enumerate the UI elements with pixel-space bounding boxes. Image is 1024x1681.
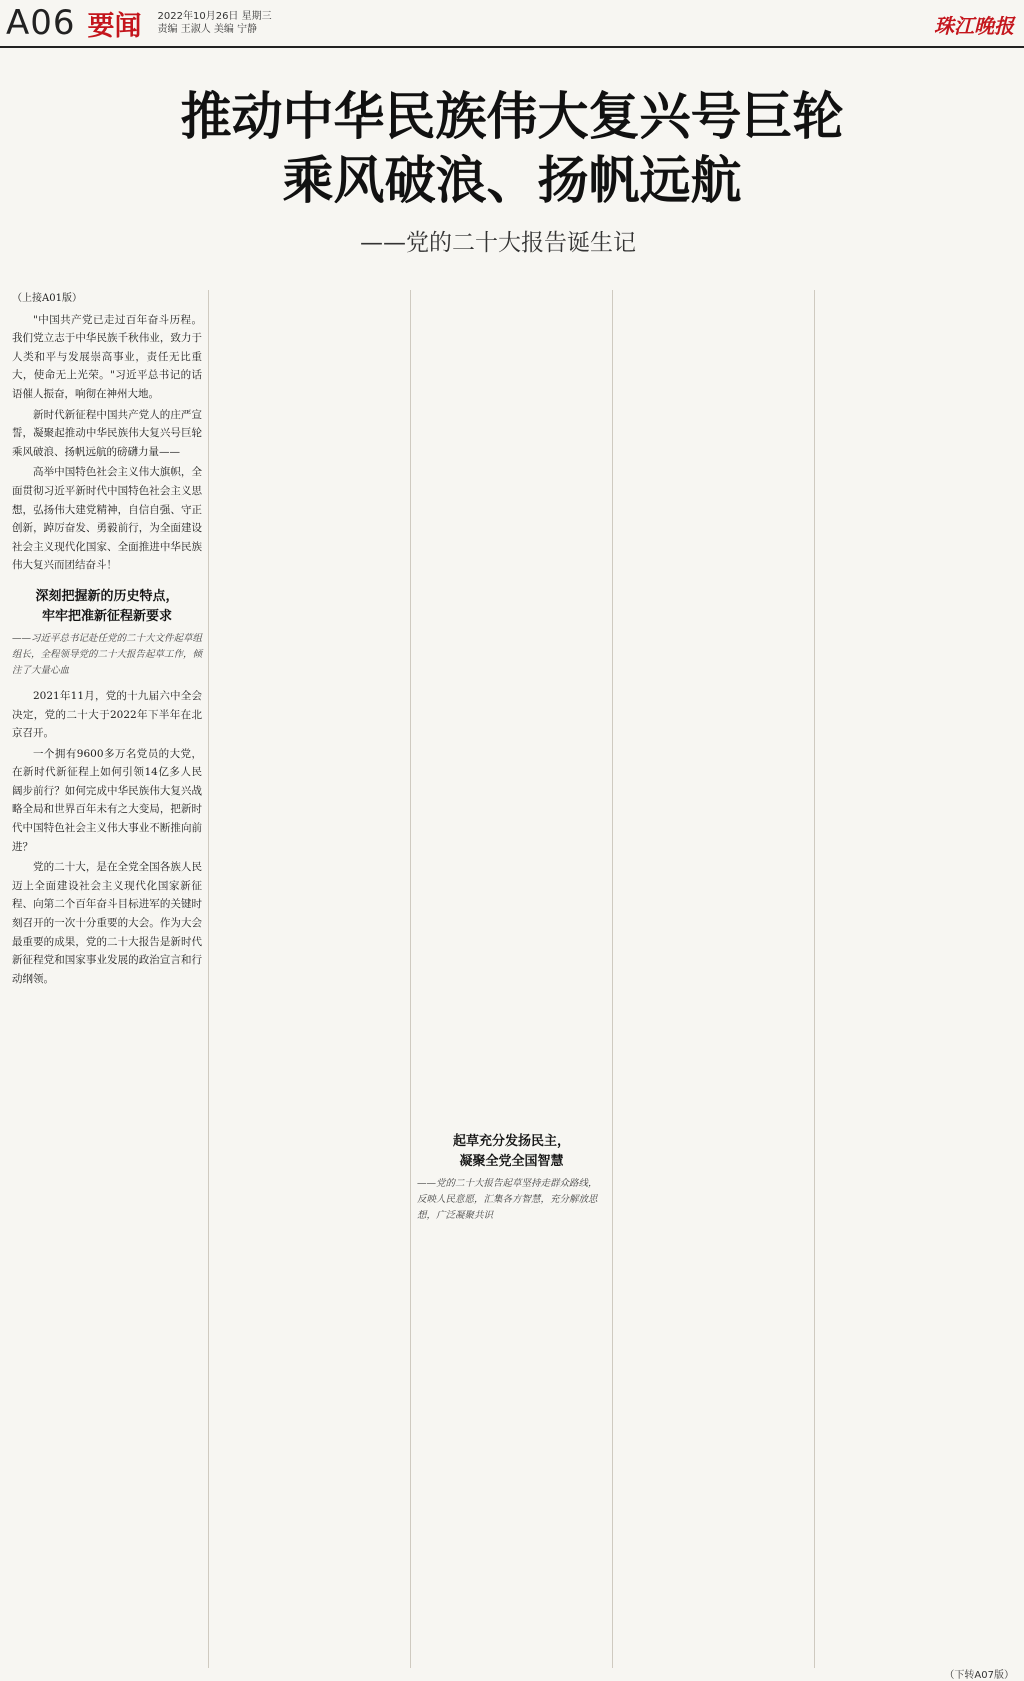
article-columns <box>6 290 1018 1668</box>
headline-line-2: 乘风破浪、扬帆远航 <box>282 152 742 211</box>
paper-logo: 珠江晚报 <box>934 14 1014 38</box>
article-paragraph: 新时代新征程中国共产党人的庄严宣誓，凝聚起推动中华民族伟大复兴号巨轮乘风破浪、扬帆远航的磅礴力量—— <box>12 408 202 458</box>
article-column-3 <box>410 290 612 1668</box>
headline-subtitle: ——党的二十大报告诞生记 <box>360 230 636 256</box>
section-subhead <box>417 1132 606 1224</box>
headline <box>0 86 1024 214</box>
article-paragraph: 2021年11月，党的十九届六中全会决定，党的二十大于2022年下半年在北京召开。 <box>12 689 202 740</box>
issue-date: 2022年10月26日 星期三 <box>157 11 272 22</box>
article-paragraph: "中国共产党已走过百年奋斗历程。我们党立志于中华民族千秋伟业，致力于人类和平与发展崇高事业，责任无比重大，使命无上光荣。"习近平总书记的话语催人振奋，响彻在神州大地。 <box>12 313 202 400</box>
subhead-quote: ——党的二十大报告起草坚持走群众路线，反映人民意愿，汇集各方智慧，充分解放思想，广泛凝聚共识 <box>417 1178 598 1221</box>
section-name: 要闻 <box>87 10 142 42</box>
article-column-5 <box>814 290 1016 1668</box>
section-subhead <box>12 587 202 679</box>
continued-from-tag: （上接A01版） <box>12 293 82 304</box>
article-column-4 <box>612 290 814 1668</box>
article-column-2 <box>208 290 410 1668</box>
article-paragraph: 党的二十大，是在全党全国各族人民迈上全面建设社会主义现代化国家新征程、向第二个百年奋斗目标进军的关键时刻召开的一次十分重要的大会。作为大会最重要的成果，党的二十大报告是新时代新征程党和国家事业发展的政治宣言和行动纲领。 <box>12 861 202 985</box>
headline-line-1: 推动中华民族伟大复兴号巨轮 <box>180 88 844 147</box>
subhead-line-1: 深刻把握新的历史特点， <box>35 588 179 604</box>
masthead-rule <box>0 46 1024 48</box>
subhead-line-2: 凝聚全党全国智慧 <box>459 1154 564 1169</box>
editor-credits: 责编 王淑人 美编 宁静 <box>157 24 258 35</box>
masthead <box>0 0 1024 46</box>
article-paragraph: 高举中国特色社会主义伟大旗帜，全面贯彻习近平新时代中国特色社会主义思想，弘扬伟大建党精神，自信自强、守正创新，踔厉奋发、勇毅前行，为全面建设社会主义现代化国家、全面推进中华民族伟大复兴而团结奋斗！ <box>12 466 202 572</box>
continued-on-tag: （下转A07版） <box>944 1670 1014 1681</box>
article-paragraph: 一个拥有9600多万名党员的大党，在新时代新征程上如何引领14亿多人民阔步前行？如何完成中华民族伟大复兴战略全局和世界百年未有之大变局，把新时代中国特色社会主义伟大事业不断推向前进？ <box>12 747 202 853</box>
masthead-meta <box>158 10 272 36</box>
subhead-quote: ——习近平总书记赴任党的二十大文件起草组组长，全程领导党的二十大报告起草工作，倾注了大量心血 <box>12 632 203 676</box>
page-number: A06 <box>6 3 76 43</box>
subhead-line-1: 起草充分发扬民主， <box>452 1134 570 1149</box>
article-column-1 <box>6 290 208 1668</box>
subhead-line-2: 牢牢把准新征程新要求 <box>41 608 172 624</box>
column-3-text-block <box>417 290 606 1120</box>
